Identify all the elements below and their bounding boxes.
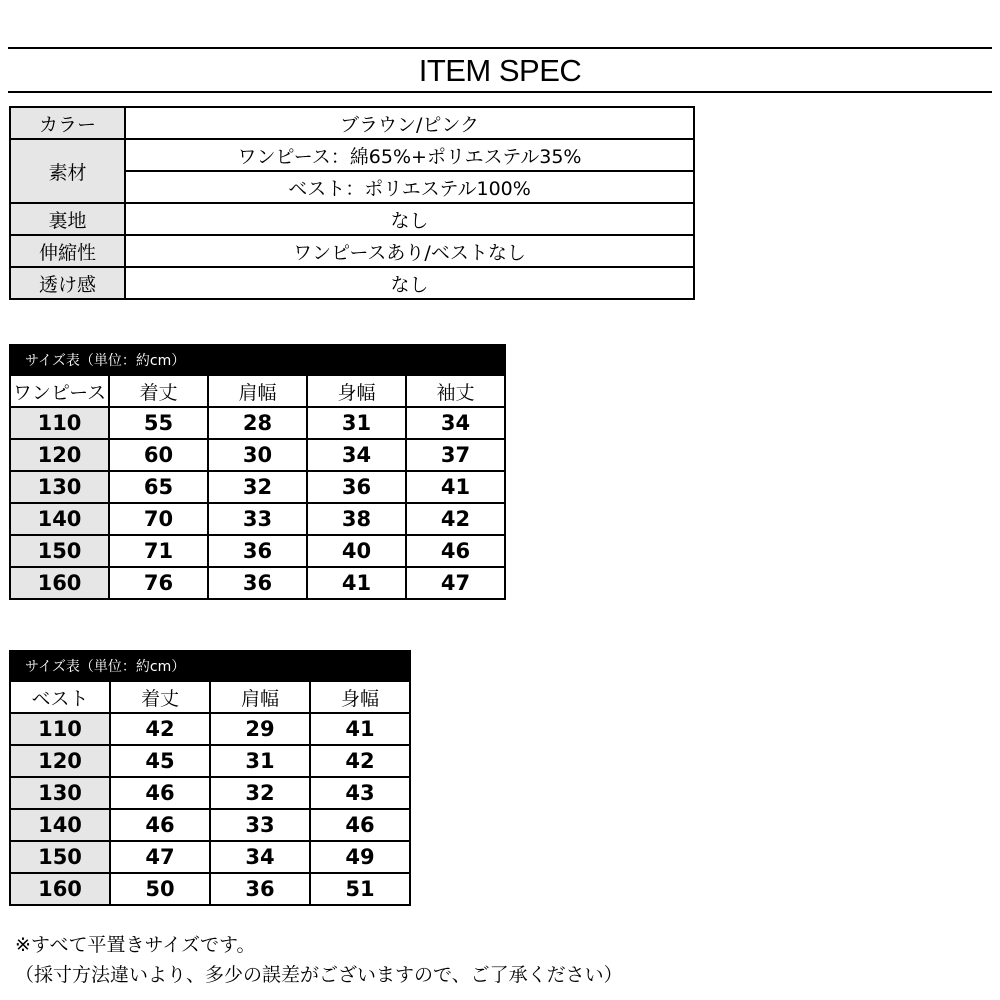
lining-label: 裏地 [10, 203, 125, 235]
color-label: カラー [10, 107, 125, 139]
sheer-label: 透け感 [10, 267, 125, 299]
vest-value-cell: 46 [110, 809, 210, 841]
dress-header-item: ワンピース [10, 375, 109, 407]
vest-header-width: 身幅 [310, 681, 410, 713]
vest-table-row [10, 873, 410, 905]
dress-value-cell: 30 [208, 439, 307, 471]
dress-value-cell: 31 [307, 407, 406, 439]
page-title: ITEM SPEC [418, 53, 582, 88]
dress-header-shoulder: 肩幅 [208, 375, 307, 407]
dress-value-cell: 36 [307, 471, 406, 503]
material-value-vest: ベスト：ポリエステル100% [125, 171, 694, 203]
color-value: ブラウン/ピンク [125, 107, 694, 139]
dress-value-cell: 47 [406, 567, 505, 599]
vest-table-row [10, 841, 410, 873]
vest-size-caption: サイズ表（単位：約cm） [10, 651, 410, 681]
dress-value-cell: 41 [307, 567, 406, 599]
dress-value-cell: 36 [208, 535, 307, 567]
dress-value-cell: 34 [307, 439, 406, 471]
dress-value-cell: 33 [208, 503, 307, 535]
vest-value-cell: 42 [110, 713, 210, 745]
dress-value-cell: 46 [406, 535, 505, 567]
vest-value-cell: 29 [210, 713, 310, 745]
dress-table-row [10, 439, 505, 471]
dress-size-caption: サイズ表（単位：約cm） [10, 345, 505, 375]
dress-value-cell: 70 [109, 503, 208, 535]
vest-value-cell: 32 [210, 777, 310, 809]
vest-table-row [10, 713, 410, 745]
spec-row-stretch [10, 235, 694, 267]
vest-value-cell: 45 [110, 745, 210, 777]
stretch-label: 伸縮性 [10, 235, 125, 267]
vest-size-cell: 150 [10, 841, 110, 873]
vest-value-cell: 36 [210, 873, 310, 905]
vest-size-cell: 160 [10, 873, 110, 905]
lining-value: なし [125, 203, 694, 235]
dress-value-cell: 55 [109, 407, 208, 439]
vest-size-table [9, 650, 411, 906]
dress-size-table [9, 344, 506, 600]
dress-table-row [10, 535, 505, 567]
dress-size-cell: 110 [10, 407, 109, 439]
spec-row-sheer [10, 267, 694, 299]
vest-table-row [10, 777, 410, 809]
dress-value-cell: 65 [109, 471, 208, 503]
spec-table [9, 106, 695, 300]
vest-value-cell: 47 [110, 841, 210, 873]
dress-value-cell: 34 [406, 407, 505, 439]
dress-table-row [10, 503, 505, 535]
dress-value-cell: 37 [406, 439, 505, 471]
dress-size-cell: 160 [10, 567, 109, 599]
vest-table-row [10, 809, 410, 841]
dress-value-cell: 41 [406, 471, 505, 503]
dress-header-width: 身幅 [307, 375, 406, 407]
note-tolerance: （採寸方法違いより、多少の誤差がございますので、ご了承ください） [15, 964, 623, 986]
dress-value-cell: 60 [109, 439, 208, 471]
vest-size-cell: 130 [10, 777, 110, 809]
material-value-dress: ワンピース：綿65%+ポリエステル35% [125, 139, 694, 171]
dress-value-cell: 71 [109, 535, 208, 567]
dress-table-body [10, 407, 505, 599]
vest-value-cell: 42 [310, 745, 410, 777]
vest-value-cell: 33 [210, 809, 310, 841]
vest-header-row [10, 681, 410, 713]
vest-value-cell: 34 [210, 841, 310, 873]
dress-size-cell: 130 [10, 471, 109, 503]
dress-table-row [10, 567, 505, 599]
material-label: 素材 [10, 139, 125, 203]
spec-row-color [10, 107, 694, 139]
vest-value-cell: 31 [210, 745, 310, 777]
vest-table-body [10, 713, 410, 905]
vest-value-cell: 43 [310, 777, 410, 809]
vest-table-row [10, 745, 410, 777]
note-flat-measure: ※すべて平置きサイズです。 [15, 934, 256, 956]
top-rule [8, 47, 992, 49]
vest-value-cell: 46 [110, 777, 210, 809]
dress-size-cell: 150 [10, 535, 109, 567]
dress-header-length: 着丈 [109, 375, 208, 407]
vest-value-cell: 50 [110, 873, 210, 905]
vest-value-cell: 41 [310, 713, 410, 745]
vest-value-cell: 49 [310, 841, 410, 873]
title-underline [8, 91, 992, 93]
dress-value-cell: 40 [307, 535, 406, 567]
stretch-value: ワンピースあり/ベストなし [125, 235, 694, 267]
vest-header-item: ベスト [10, 681, 110, 713]
dress-header-sleeve: 袖丈 [406, 375, 505, 407]
vest-size-cell: 110 [10, 713, 110, 745]
dress-value-cell: 76 [109, 567, 208, 599]
dress-value-cell: 36 [208, 567, 307, 599]
dress-size-cell: 120 [10, 439, 109, 471]
spec-row-material [10, 139, 694, 171]
dress-table-row [10, 471, 505, 503]
vest-header-shoulder: 肩幅 [210, 681, 310, 713]
vest-size-cell: 120 [10, 745, 110, 777]
spec-row-lining [10, 203, 694, 235]
dress-size-cell: 140 [10, 503, 109, 535]
vest-value-cell: 46 [310, 809, 410, 841]
vest-header-length: 着丈 [110, 681, 210, 713]
dress-value-cell: 28 [208, 407, 307, 439]
dress-value-cell: 38 [307, 503, 406, 535]
dress-table-row [10, 407, 505, 439]
dress-value-cell: 32 [208, 471, 307, 503]
vest-value-cell: 51 [310, 873, 410, 905]
dress-value-cell: 42 [406, 503, 505, 535]
vest-size-cell: 140 [10, 809, 110, 841]
dress-header-row [10, 375, 505, 407]
sheer-value: なし [125, 267, 694, 299]
